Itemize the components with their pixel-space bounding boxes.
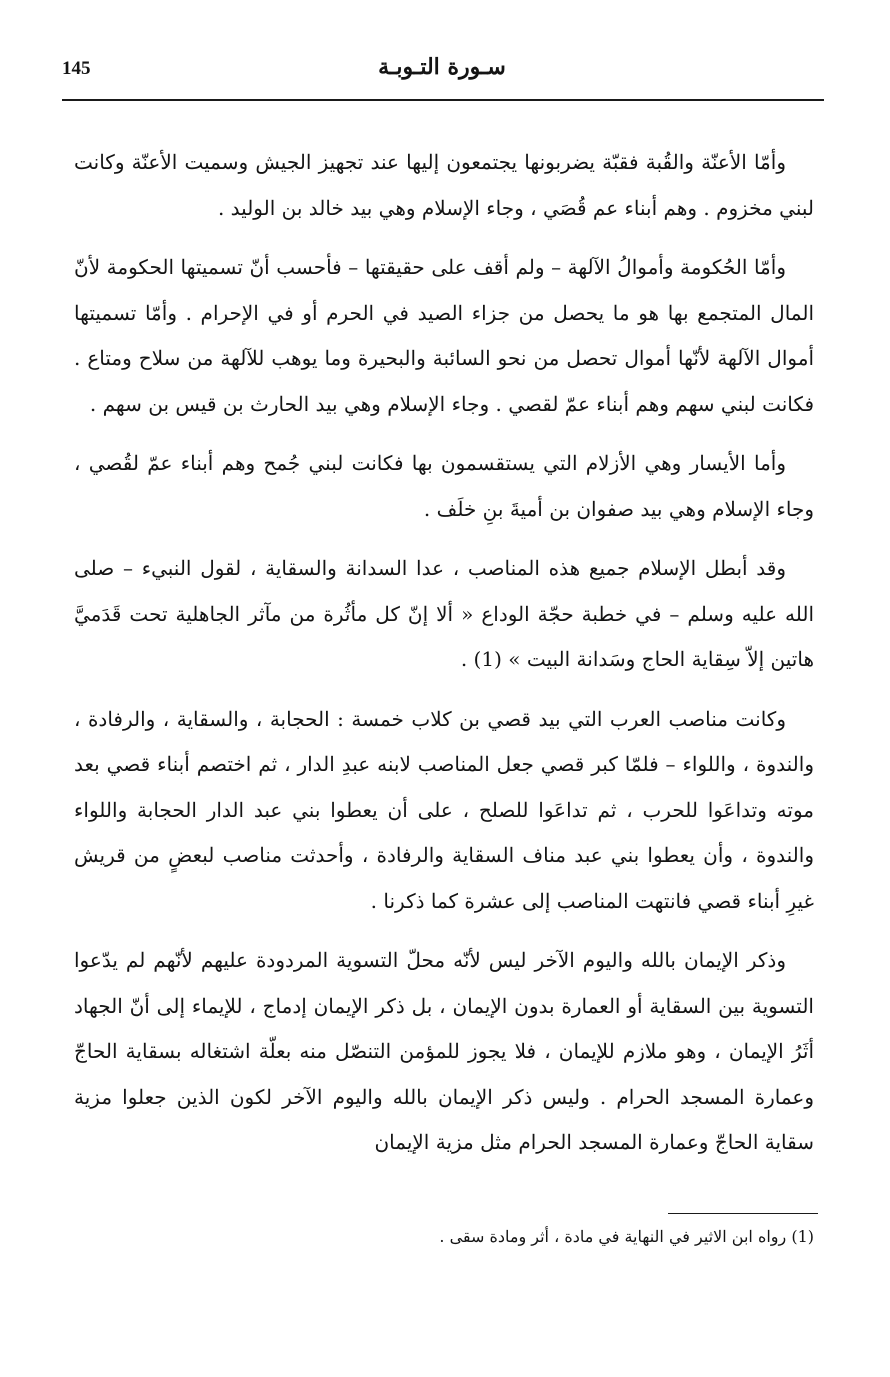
header-rule: [62, 99, 824, 101]
paragraph-iman: وذكر الإيمان بالله واليوم الآخر ليس لأنّه محلّ التسوية المردودة عليهم لأنّهم لم يدّعوا التسوية بين السقاية أو العمارة بدون الإيمان ، بل ذكر الإيمان إدماج ، للإيماء إلى أنّ الجهاد أثَرُ الإيمان ، وهو ملازم للإيمان ، فلا يجوز للمؤمن التنصّل منه بعلّة اشتغاله بسقاية الحاجّ وعمارة المسجد الحرام . وليس ذكر الإيمان بالله واليوم الآخر لكون الذين جعلوا مزية سقاية الحاجّ وعمارة المسجد الحرام مثل مزية الإيمان: [74, 948, 814, 1154]
running-title: سـورة التـوبـة: [378, 54, 506, 80]
page-header: [62, 54, 822, 98]
footnote-rule: [668, 1213, 818, 1214]
body-text: [74, 140, 814, 1180]
paragraph-abolition: وقد أبطل الإسلام جميع هذه المناصب ، عدا السدانة والسقاية ، لقول النبيء – صلى الله عليه وسلم – في خطبة حجّة الوداع « ألا إنّ كل مأثُرة من مآثر الجاهلية تحت قَدَميَّ هاتين إلاّ سِقاية الحاج وسَدانة البيت » (1) .: [74, 556, 814, 671]
paragraph-al-aysar: وأما الأيسار وهي الأزلام التي يستقسمون بها فكانت لبني جُمح وهم أبناء عمّ لقُصي ، وجاء الإسلام وهي بيد صفوان بن أميةَ بنِ خلَف .: [74, 451, 814, 521]
page-number: 145: [62, 58, 91, 79]
paragraph-arab-offices: وكانت مناصب العرب التي بيد قصي بن كلاب خمسة : الحجابة ، والسقاية ، والرفادة ، والندوة ، واللواء – فلمّا كبر قصي جعل المناصب لابنه عبدِ الدار ، ثم اختصم أبناء قصي بعد موته وتداعَوا للحرب ، ثم تداعَوا للصلح ، على أن يعطوا بني عبد الدار الحجابة واللواء والندوة ، وأن يعطوا بني عبد مناف السقاية والرفادة ، وأحدثت مناصب لبعضٍ من قريش غيرِ أبناء قصي فانتهت المناصب إلى عشرة كما ذكرنا .: [74, 706, 814, 913]
paragraph-al-aenna: وأمّا الأعنّة والقُبة فقبّة يضربونها يجتمعون إليها عند تجهيز الجيش وسميت الأعنّة وكانت لبني مخزوم . وهم أبناء عم قُصَي ، وجاء الإسلام وهي بيد خالد بن الوليد .: [74, 150, 814, 220]
paragraph-al-hukuma: وأمّا الحُكومة وأموالُ الآلهة – ولم أقف على حقيقتها – فأحسب أنّ تسميتها الحكومة لأنّ المال المتجمع بها هو ما يحصل من جزاء الصيد في الحرم أو في الإحرام . وأمّا تسميتها أموال الآلهة لأنّها أموال تحصل من نحو السائبة والبحيرة وما يوهب للآلهة من سلاح ومتاع . فكانت لبني سهم وهم أبناء عمّ لقصي . وجاء الإسلام وهي بيد الحارث بن قيس بن سهم .: [74, 255, 814, 416]
footnote: (1) رواه ابن الاثير في النهاية في مادة ، أثر ومادة سقى .: [439, 1227, 814, 1246]
